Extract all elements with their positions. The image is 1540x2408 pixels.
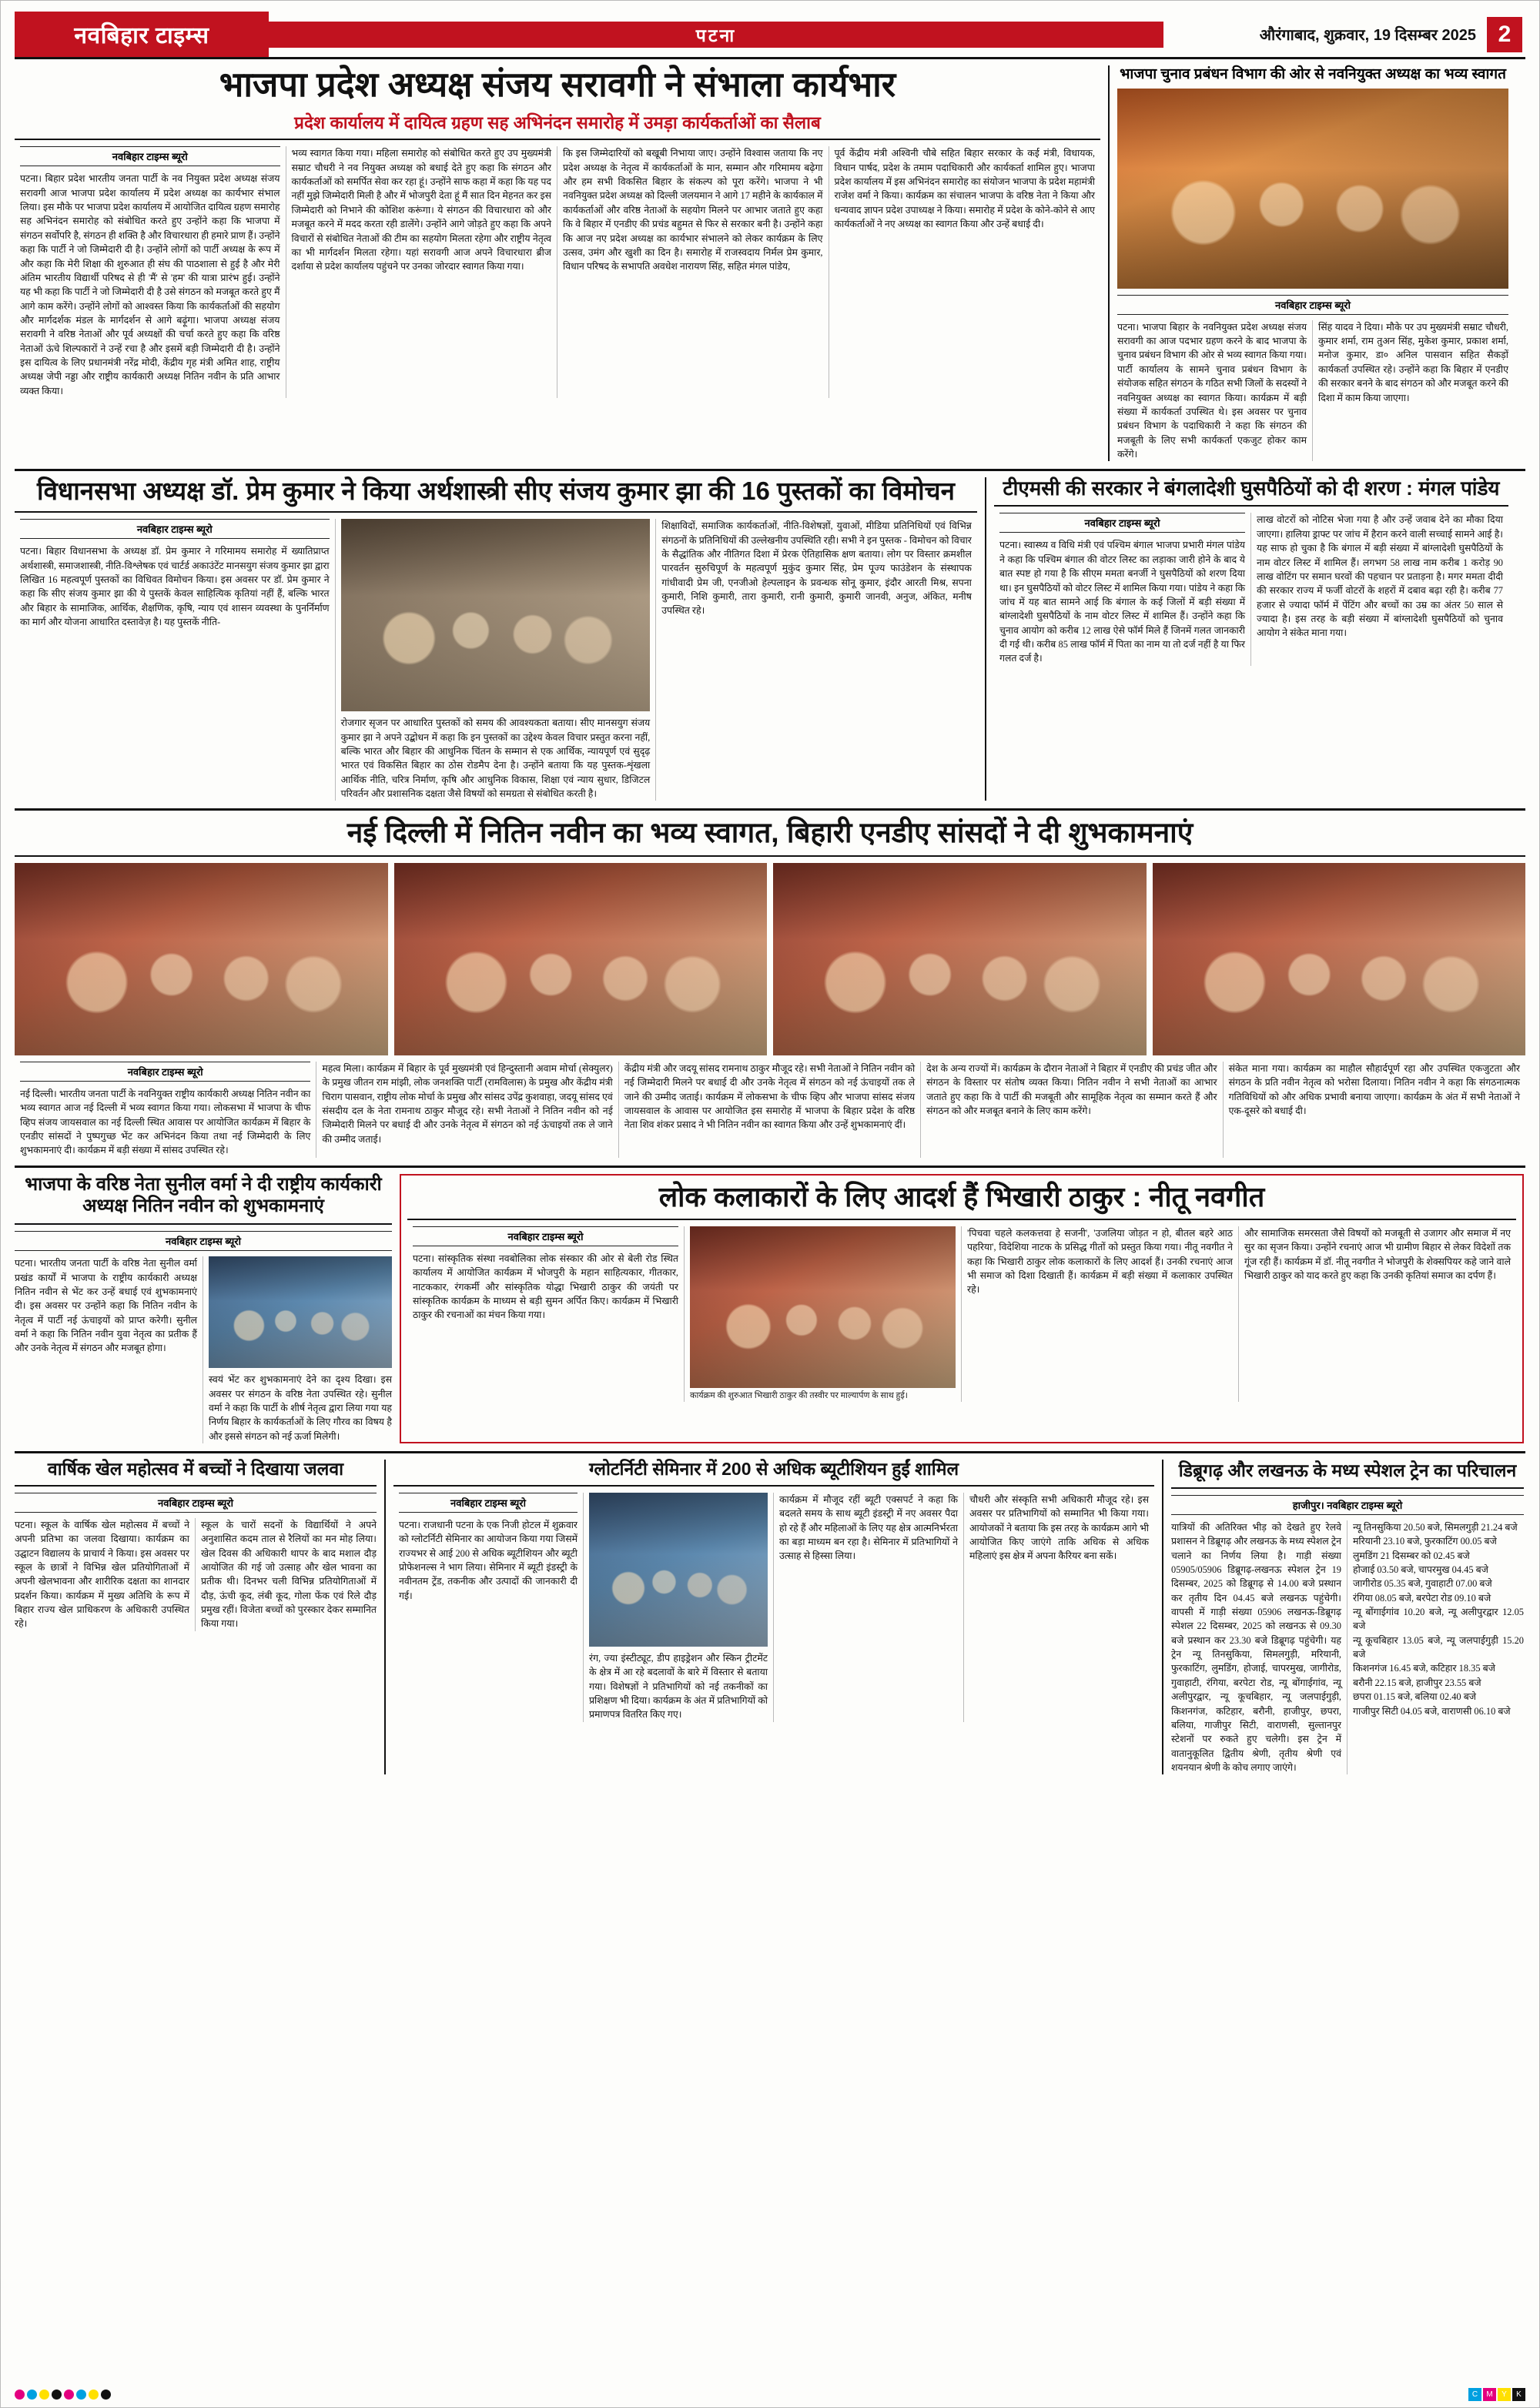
beautician-col-4-text: चौधरी और संस्कृति सभी अधिकारी मौजूद रहे। इस अवसर पर प्रतिभागियों को सम्मानित भी किया गया। आयोजकों ने बताया कि इस तरह के कार्यक्रम आगे भी आयोजित किए जाएंगे ताकि अधिक से अधिक महिलाएं इस क्षेत्र में अपना कैरियर बना सकें। <box>969 1493 1149 1562</box>
delhi-photo-2 <box>394 863 768 1055</box>
books-col-1 <box>15 519 336 801</box>
bhikhari-col-4 <box>1239 1226 1516 1402</box>
lead-col-1 <box>15 146 286 398</box>
byline: नवबिहार टाइम्स ब्यूरो <box>413 1226 678 1246</box>
beautician-col-1-text: पटना। राजधानी पटना के एक निजी होटल में शुक्रवार को ग्लोटर्निटी सेमिनार का आयोजन किया गया जिसमें राज्यभर से आई 200 से अधिक ब्यूटीशियन और ब्यूटी प्रोफेशनल्स ने भाग लिया। सेमिनार में ब्यूटी इंडस्ट्री के नवीनतम ट्रेंड, तकनीक और उत्पादों की जानकारी दी गई। <box>399 1519 578 1601</box>
train-story <box>1162 1460 1524 1774</box>
lead-subheadline: प्रदेश कार्यालय में दायित्व ग्रहण सह अभिनंदन समारोह में उमड़ा कार्यकर्ताओं का सैलाब <box>15 104 1100 140</box>
delhi-columns <box>15 1062 1525 1158</box>
bhikhari-col-3-text: 'पिचवा चहले कलकत्तवा हे सजनी', 'उजलिया जोड़त न हो, बीतल बहरे आठ पहरिया', विदेशिया नाटक के प्रसिद्ध गीतों को प्रस्तुत किया गया। नीतू नवगीत ने कहा कि भिखारी ठाकुर लोक कलाकारों के लिए आदर्श हैं। उनकी रचनाएं आज भी समाज को दिशा दिखाती हैं। कार्यक्रम में बड़ी संख्या में कलाकार उपस्थित रहे। <box>967 1228 1233 1296</box>
delhi-col-1-text: नई दिल्ली। भारतीय जनता पार्टी के नवनियुक्त राष्ट्रीय कार्यकारी अध्यक्ष नितिन नवीन का भव्य स्वागत आज नई दिल्ली में भव्य स्वागत किया गया। लोकसभा में भाजपा के चीफ व्हिप संजय जायसवाल का नई दिल्ली स्थित आवास पर आयोजित कार्यक्रम में बिहार के एनडीए सांसदों ने पुष्पगुच्छ भेंट कर अभिनंदन किया तथा नई जिम्मेदारी के लिए शुभकामनाएं दी। कार्यक्रम में बड़ी संख्या में सांसद उपस्थित रहे। <box>20 1088 311 1156</box>
delhi-photo-strip <box>15 863 1525 1055</box>
cmyk-mark-c: C <box>1468 2388 1481 2401</box>
delhi-col-2 <box>316 1062 618 1158</box>
delhi-headline: नई दिल्ली में नितिन नवीन का भव्य स्वागत, बिहारी एनडीए सांसदों ने दी शुभकामनाएं <box>15 817 1525 856</box>
train-timing-row: न्यू कूचबिहार 13.05 बजे, न्यू जलपाईगुड़ी 15.20 बजे <box>1353 1634 1524 1661</box>
beautician-col-2-text: रंग, ज्या इंस्टीट्यूट, डीप हाइड्रेशन और स्किन ट्रीटमेंट के क्षेत्र में आ रहे बदलावों के बारे में विस्तार से बताया गया। विशेषज्ञों ने प्रतिभागियों को नई तकनीकों का प्रशिक्षण भी दिया। कार्यक्रम के अंत में प्रतिभागियों को प्रमाणपत्र वितरित किए गए। <box>589 1652 768 1721</box>
delhi-col-5 <box>1224 1062 1525 1158</box>
delhi-col-1 <box>15 1062 316 1158</box>
tmc-col-1-text: पटना। स्वास्थ्य व विधि मंत्री एवं पश्चिम बंगाल भाजपा प्रभारी मंगल पांडेय ने कहा कि पश्चिम बंगाल की वोटर लिस्ट का लड़ाका जारी होने के बाद ये बात स्पष्ट हो गया है कि सीएम ममता बनर्जी ने घुसपैठियों को शरण दिया था। इन घुसपैठियों को वोटर लिस्ट में शामिल किया गया। पांडेय ने कहा कि जांच में यह बात सामने आई कि बंगाल के कई जिलों में बड़ी संख्या में बांग्लादेशी घुसपैठियों के नाम वोटर लिस्ट में शामिल हैं। उन्होंने कहा कि चुनाव आयोग को करीब 12 लाख ऐसे फॉर्म मिले हैं जिनमें गलत जानकारी दी गई थी। करीब 85 लाख फॉर्म में पिता का नाम या तो दर्ज नहीं है या फिर गलत दर्ज है। <box>999 540 1245 664</box>
lead-story-columns <box>15 146 1100 398</box>
train-timing-row: रंगिया 08.05 बजे, बरपेटा रोड 09.10 बजे <box>1353 1592 1491 1604</box>
section-bottom-row <box>15 1451 1525 1774</box>
train-timing-row: बरौनी 22.15 बजे, हाजीपुर 23.55 बजे <box>1353 1677 1481 1688</box>
registration-dot <box>27 2390 37 2400</box>
sunil-headline: भाजपा के वरिष्ठ नेता सुनील वर्मा ने दी राष्ट्रीय कार्यकारी अध्यक्ष नितिन नवीन को शुभकामनाएं <box>15 1174 392 1226</box>
tmc-col-2-text: लाख वोटरों को नोटिस भेजा गया है और उन्हें जवाब देने का मौका दिया जाएगा। हालिया ड्राफ्ट पर जांच में हैरान करने वाली सच्चाई सामने आई है। यह साफ हो चुका है कि बंगाल में बड़ी संख्या में बांग्लादेशी घुसपैठियों के नाम वोटर लिस्ट में शामिल हैं। लगभग 58 लाख नाम करीब 1 करोड़ 90 लाख वोटिंग पर समान घरवों की पहचान पर प्रताड़ना है। मगर ममता दीदी की सरकार राज्य में फर्जी वोटरों के शहरों में दबाव बढ़ा रही है। करीब 77 हजार से ज्यादा फॉर्म में पेंटिंग और बच्चों का उम्र का अंतर 50 साल से ज्यादा है। इस तरह के बड़ी संख्या में बांग्लादेशी घुसपैठियों को चुनाव आयोग ने संकेत माना गया। <box>1257 514 1503 639</box>
train-col-1-text: यात्रियों की अतिरिक्त भीड़ को देखते हुए रेलवे प्रशासन ने डिब्रूगढ़ और लखनऊ के मध्य स्पेशल ट्रेन चलाने का निर्णय लिया है। गाड़ी संख्या 05905/05906 डिब्रूगढ़-लखनऊ स्पेशल ट्रेन 19 दिसम्बर, 2025 को डिब्रूगढ़ से 14.00 बजे प्रस्थान कर तृतीय दिन 04.45 बजे लखनऊ पहुंचेगी। वापसी में गाड़ी संख्या 05906 लखनऊ-डिब्रूगढ़ स्पेशल 22 दिसम्बर, 2025 को लखनऊ से 09.30 बजे प्रस्थान कर 23.30 बजे डिब्रूगढ़ पहुंचेगी। यह ट्रेन न्यू तिनसुकिया, सिमलगुड़ी, मरियानी, फुरकाटिंग, लुमडिंग, होजाई, चापरमुख, जागीरोड, गुवाहाटी, रंगिया, बरपेटा रोड, न्यू बोंगाईगांव, न्यू अलीपुरद्वार, न्यू कूचबिहार, न्यू जलपाईगुड़ी, किशनगंज, कटिहार, बरौनी, हाजीपुर, छपरा, बलिया, गाजीपुर सिटी, वाराणसी, सुल्तानपुर स्टेशनों पर रुकते हुए चलेगी। इस ट्रेन में वातानुकूलित द्वितीय श्रेणी, तृतीय श्रेणी एवं शयनयान श्रेणी के कोच लगाए जाएंगे। <box>1171 1521 1341 1773</box>
train-timings <box>1353 1520 1524 1718</box>
byline: नवबिहार टाइम्स ब्यूरो <box>399 1493 578 1513</box>
train-timing-row: होजाई 03.50 बजे, चापरमुख 04.45 बजे <box>1353 1564 1488 1575</box>
books-col-2-text: रोजगार सृजन पर आधारित पुस्तकों को समय की आवश्यकता बताया। सीए मानसयुग संजय कुमार झा ने अपने उद्बोधन में कहा कि इन पुस्तकों का उद्देश्य केवल विचार प्रस्तुत करना नहीं, बल्कि भारत और बिहार की आधुनिक चिंतन के सम्मान से एक आर्थिक, न्यायपूर्ण एवं सुदृढ़ भारत एवं विकसित बिहार का ठोस रोडमैप देना है। उन्होंने बताया कि यह पुस्तक-शृंखला आर्थिक नीति, चरित्र निर्माण, कृषि और आधुनिक विकास, शिक्षा एवं न्याय सुधार, डिजिटल परिवर्तन और प्रशासनिक दक्षता जैसे विषयों को समग्रता से संबोधित करती है। <box>340 717 651 800</box>
sidebar-byline: नवबिहार टाइम्स ब्यूरो <box>1117 295 1508 315</box>
lead-story-main <box>15 65 1100 461</box>
cmyk-mark-y: Y <box>1498 2388 1511 2401</box>
tmc-columns <box>994 513 1508 665</box>
books-col-3 <box>656 519 977 801</box>
sunil-col-2-text: स्वयं भेंट कर शुभकामनाएं देने का दृश्य दिखा। इस अवसर पर संगठन के वरिष्ठ नेता उपस्थित रहे। सुनील वर्मा ने कहा कि पार्टी के शीर्ष नेतृत्व द्वारा लिया गया यह निर्णय बिहार के कार्यकर्ताओं के लिए गौरव का विषय है और इससे संगठन को नई ऊर्जा मिलेगी। <box>209 1374 392 1442</box>
bhikhari-columns <box>407 1226 1516 1402</box>
page-footer <box>15 2388 1525 2401</box>
registration-dot <box>39 2390 49 2400</box>
train-timing-row: न्यू बोंगाईगांव 10.20 बजे, न्यू अलीपुरद्वार 12.05 बजे <box>1353 1606 1524 1632</box>
sports-story <box>15 1460 377 1774</box>
sunil-photo <box>209 1256 392 1368</box>
cmyk-mark-m: M <box>1483 2388 1496 2401</box>
bhikhari-col-1-text: पटना। सांस्कृतिक संस्था नवबोलिका लोक संस्कार की ओर से बेली रोड स्थित कार्यालय में आयोजित कार्यक्रम में भोजपुरी के महान साहित्यकार, गीतकार, नाटककार, रंगकर्मी और सांस्कृतिक योद्धा भिखारी ठाकुर की जयंती पर सांस्कृतिक कार्यक्रम के माध्यम से बड़ी सुमन अर्पित किए। कार्यक्रम में भिखारी ठाकुर की रचनाओं का मंचन किया गया। <box>413 1253 678 1321</box>
registration-dot <box>64 2390 74 2400</box>
train-headline: डिब्रूगढ़ और लखनऊ के मध्य स्पेशल ट्रेन का परिचालन <box>1171 1460 1524 1489</box>
beautician-col-4 <box>964 1493 1154 1722</box>
lead-col-4-text: पूर्व केंद्रीय मंत्री अश्विनी चौबे सहित बिहार सरकार के कई मंत्री, विधायक, विधान पार्षद, प्रदेश के तमाम पदाधिकारी और कार्यकर्ता शामिल हुए। भाजपा प्रदेश कार्यालय में इस अभिनंदन समारोह का संयोजन भाजपा के प्रदेश महामंत्री राजेश वर्मा ने किया। कार्यक्रम का संचालन भाजपा के वरिष्ठ नेता ने किया और धन्यवाद ज्ञापन प्रदेश उपाध्यक्ष ने किया। समारोह में प्रदेश के कोने-कोने से आए कार्यकर्ताओं ने नए अध्यक्ष का स्वागत किया और उन्हें बधाई दी। <box>834 148 1095 230</box>
delhi-col-3 <box>619 1062 921 1158</box>
sunil-col-1-text: पटना। भारतीय जनता पार्टी के वरिष्ठ नेता सुनील वर्मा प्रखंड कार्यों में भाजपा के राष्ट्रीय कार्यकारी अध्यक्ष नितिन नवीन से भेंट कर उन्हें बधाई एवं शुभकामनाएं दी। इस अवसर पर उन्होंने कहा कि नितिन नवीन के नेतृत्व में पार्टी नई ऊंचाइयों को प्राप्त करेगी। सुनील वर्मा ने कहा कि नितिन नवीन युवा नेतृत्व का प्रतीक हैं और उनके नेतृत्व में संगठन और मजबूत होगा। <box>15 1258 197 1354</box>
lead-col-3 <box>557 146 829 398</box>
sports-col-2-text: स्कूल के चारों सदनों के विद्यार्थियों ने अपने अनुशासित कदम ताल से रैलियों का मन मोह लिया। खेल दिवस की अधिकारी थापर के बाद मशाल दौड़ आयोजित की गई जो उत्साह और खेल भावना का प्रतीक थी। दिनभर चली विभिन्न प्रतियोगिताओं में दौड़, ऊंची कूद, लंबी कूद, गोला फेंक एवं रिले दौड़ प्रमुख रहीं। विजेता बच्चों को पुरस्कार देकर सम्मानित किया गया। <box>201 1519 377 1630</box>
registration-dots <box>15 2390 111 2400</box>
beautician-col-1 <box>393 1493 584 1722</box>
masthead-right <box>1163 12 1525 57</box>
tmc-headline: टीएमसी की सरकार ने बंगलादेशी घुसपैठियों को दी शरण : मंगल पांडेय <box>994 477 1508 507</box>
byline: नवबिहार टाइम्स ब्यूरो <box>15 1493 377 1513</box>
registration-dot <box>101 2390 111 2400</box>
lead-col-3-text: कि इस जिम्मेदारियों को बखूबी निभाया जाए। उन्होंने विश्वास जताया कि नए प्रदेश अध्यक्ष के नेतृत्व में कार्यकर्ताओं के मान, सम्मान और गरिमामय बढ़ेगा और हम सभी विकसित बिहार के संकल्प को पूरा करेंगे। भाजपा ने भी नवनियुक्त प्रदेश अध्यक्ष को दिल्ली जलयमान ने आगे 17 महीने के कार्यकाल में कार्यकर्ताओं और वरिष्ठ नेताओं के सहयोग मिलने पर आभार जताते हुए कहा कि वे बिहार में एनडीए की प्रचंड बहुमत से फिर से सरकार बनी है। उन्होंने कहा कि आज नए प्रदेश अध्यक्ष का कार्यभार संभालने को लेकर कार्यक्रम के लिए उत्सव, उमंग और खुशी का दिन है। समारोह में राजस्वदाय निर्मल प्रेम कुमार, विधान परिषद के सभापति अवधेश नारायण सिंह, सहित मंगल पांडेय, <box>563 148 823 273</box>
tmc-col-2 <box>1251 513 1508 665</box>
edition-date: औरंगाबाद, शुक्रवार, 19 दिसम्बर 2025 <box>1259 27 1476 44</box>
sidebar-text-1: पटना। भाजपा बिहार के नवनियुक्त प्रदेश अध्यक्ष संजय सरावगी का आज पदभार ग्रहण करने के बाद भाजपा के चुनाव प्रबंधन विभाग की ओर से भव्य स्वागत किया गया। पार्टी कार्यालय के सामने चुनाव प्रबंधन विभाग के संयोजक सहित संगठन के गठित सभी जिलों के सदस्यों ने नवनियुक्त अध्यक्ष का स्वागत किया। कार्यक्रम में बड़ी संख्या में कार्यकर्ता उपस्थित थे। इस अवसर पर चुनाव प्रबंधन विभाग के पदाधिकारी ने कहा कि संगठन की मजबूती के लिए सभी कार्यकर्ता एकजुट होकर काम करेंगे। <box>1117 321 1307 460</box>
train-timing-row: मरियानी 23.10 बजे, फुरकाटिंग 00.05 बजे <box>1353 1536 1497 1547</box>
train-timing-row: जागीरोड 05.35 बजे, गुवाहाटी 07.00 बजे <box>1353 1578 1492 1590</box>
byline: नवबिहार टाइम्स ब्यूरो <box>20 519 330 539</box>
byline: नवबिहार टाइम्स ब्यूरो <box>20 146 280 166</box>
cmyk-mark-k: K <box>1512 2388 1525 2401</box>
bhikhari-photo-caption: कार्यक्रम की शुरुआत भिखारी ठाकुर की तस्वीर पर माल्यार्पण के साथ हुई। <box>690 1391 908 1400</box>
bhikhari-col-1 <box>407 1226 685 1402</box>
books-col-2 <box>336 519 657 801</box>
registration-dot <box>89 2390 99 2400</box>
books-col-3-text: शिक्षाविदों, समाजिक कार्यकर्ताओं, नीति-विशेषज्ञों, युवाओं, मीडिया प्रतिनिधियों एवं विभिन्न संगठनों के प्रतिनिधियों की उल्लेखनीय उपस्थिति रही। सभी ने इन पुस्तक - विमोचन को विचार के सैद्धांतिक और नीतिगत दिशा में प्रेरक ऐतिहासिक क्षण बताया। लोग पर विस्तार क्रमशील पारवर्तन सुरुचिपूर्ण के महत्वपूर्ण मुकुंद कुमार सिंह, प्रेम पूज्य फाउंडेशन के संस्थापक गांधीवादी प्रेम जी, एनजीओ हेल्पलाइन के प्रवन्धक सोनू कुमार, इंदौर आरती मिश्र, सपना कुमारी, निशि कुमारी, तारा कुमारी, रानी कुमारी, कुमारी जानवी, अनुज, अंकित, मनीष उपस्थित रहे। <box>661 520 972 617</box>
registration-dot <box>15 2390 25 2400</box>
lead-col-4 <box>829 146 1101 398</box>
bhikhari-thakur-story <box>400 1174 1524 1443</box>
registration-dot <box>52 2390 62 2400</box>
sports-col-1-text: पटना। स्कूल के वार्षिक खेल महोत्सव में बच्चों ने अपनी प्रतिभा का जलवा दिखाया। कार्यक्रम का उद्घाटन विद्यालय के प्राचार्य ने किया। इस अवसर पर स्कूल के छात्रों ने विभिन्न खेल प्रतियोगिताओं में अपनी खेलभावना और शारीरिक दक्षता का शानदार प्रदर्शन किया। कार्यक्रम में मुख्य अतिथि के रूप में बिहार राज्य खेल प्राधिकरण के अधिकारी उपस्थित रहे। <box>15 1519 189 1630</box>
byline: नवबिहार टाइम्स ब्यूरो <box>20 1062 310 1082</box>
bhikhari-col-3 <box>962 1226 1239 1402</box>
masthead-center <box>269 12 1163 57</box>
section-sunil-and-bhikhari <box>15 1166 1525 1443</box>
sidebar-text-2: सिंह यादव ने दिया। मौके पर उप मुख्यमंत्री सम्राट चौधरी, कुमार शर्मा, राम तुअन सिंह, मुकेश कुमार, प्रकाश शर्मा, मनोज कुमार, डा० अनिल पासवान सहित सैकड़ों कार्यकर्ता उपस्थित रहे। उन्होंने कहा कि बिहार में एनडीए की सरकार बनने के बाद संगठन को और मजबूत करने की दिशा में काम किया जाएगा। <box>1318 321 1508 403</box>
beautician-story <box>384 1460 1154 1774</box>
delhi-photo-1 <box>15 863 388 1055</box>
lead-story-sidebar <box>1108 65 1508 461</box>
bhikhari-photo <box>690 1226 956 1388</box>
page-number: 2 <box>1487 17 1522 52</box>
train-timing-row: गाजीपुर सिटी 04.05 बजे, वाराणसी 06.10 बजे <box>1353 1705 1511 1717</box>
lead-col-2-text: भव्य स्वागत किया गया। महिला समारोह को संबोधित करते हुए उप मुख्यमंत्री सम्राट चौधरी ने नव नियुक्त अध्यक्ष को बधाई देते हुए कहा कि संगठन और कार्यकर्ताओं को समर्पित सेवा कर रहा हूं। उन्होंने साफ कहा में कहा कि यह पद नहीं मुझे जिम्मेदारी मिली है और में भोजपुरी देता हूं मैं सात दिन मेहनत कर इस जिम्मेदारी को निभाने की कोशिश करूंगा। ये संगठन की विचारधारा को और मजबूत करने में मदद करता रही डालेंगे। उन्होंने आगे जोड़ते हुए कहा कि अपने विचारों से संबोधित नेताओं की टीम का सहयोग मिलता रहेगा और राष्ट्रीय नेतृत्व का भी मार्गदर्शन मिलता रहेगा। यहां सरावगी आज अपने विचारधारा ब्रीज दर्शाया से प्रदेश कार्यालय पहुंचने पर उनका जोरदार स्वागत किया गया। <box>291 148 551 273</box>
lead-col-1-text: पटना। बिहार प्रदेश भारतीय जनता पार्टी के नव नियुक्त प्रदेश अध्यक्ष संजय सरावगी आज भाजपा प्रदेश कार्यालय में प्रदेश अध्यक्ष का कार्यभार संभाल लिया। इस मौके पर भाजपा प्रदेश कार्यालय में आयोजित दायित्व ग्रहण समारोह सह अभिनंदन समारोह को संबोधित करते हुए उन्होंने कहा कि भाजपा में संगठन सर्वोपरि है, संगठन ही शक्ति है और विचारधारा ही हमारे प्राण हैं। उन्होंने कहा कि पार्टी ने जो जिम्मेदारी दी है। उन्होंने लोगों को पार्टी अध्यक्ष के रूप में और कहा कि मेरी शिक्षा की शुरुआत ही संघ की पाठशाला से हुई है और मेरी अंतिम भारतीय विद्यार्थी परिषद से ही 'मैं' से 'हम' की यात्रा प्रारंभ हुई। उन्होंने यह भी कहा कि पार्टी ने जो जिम्मेदारी दी है उसे संगठन को मजबूत करते हुए मैं आगे काम करेंगे। उन्होंने लोगों को आश्वस्त किया कि कार्यकर्ताओं की सहयोग और मार्गदर्शक मंडल के मार्गदर्शन से आगे बढ़ूंगा। भाजपा अध्यक्ष संजय सरावगी ने वरिष्ठ नेताओं और पूर्व अध्यक्षों की चर्चा करते हुए कहा कि वरिष्ठ नेताओं ऊंचे शिल्पकारों ने उन्हें रचा है और इसमें बड़ी जिम्मेदारी दी है। उन्होंने इस दायित्व के लिए प्रधानमंत्री नरेंद्र मोदी, केंद्रीय गृह मंत्री अमित शाह, राष्ट्रीय अध्यक्ष जेपी नड्डा और राष्ट्रीय कार्यकारी अध्यक्ष नितिन नवीन के प्रति आभार व्यक्त किया। <box>20 173 280 396</box>
beautician-col-2 <box>584 1493 774 1722</box>
cmyk-marks <box>1468 2388 1525 2401</box>
lead-col-2 <box>286 146 558 398</box>
beautician-col-3-text: कार्यक्रम में मौजूद रहीं ब्यूटी एक्सपर्ट ने कहा कि बदलते समय के साथ ब्यूटी इंडस्ट्री में नए अवसर पैदा हो रहे हैं और महिलाओं के लिए यह क्षेत्र आत्मनिर्भरता का बड़ा माध्यम बन रहा है। सेमिनार में प्रतिभागियों ने उत्साह से हिस्सा लिया। <box>779 1493 958 1562</box>
sports-headline: वार्षिक खेल महोत्सव में बच्चों ने दिखाया जलवा <box>15 1460 377 1487</box>
byline: नवबिहार टाइम्स ब्यूरो <box>15 1231 392 1251</box>
bhikhari-col-2 <box>685 1226 962 1402</box>
books-photo <box>341 519 651 711</box>
byline: हाजीपुर। नवबिहार टाइम्स ब्यूरो <box>1171 1495 1524 1515</box>
delhi-col-5-text: संकेत माना गया। कार्यक्रम का माहौल सौहार्दपूर्ण रहा और उपस्थित एकजुटता और संगठन के प्रति नवीन नेतृत्व को भरोसा दिलाया। नितिन नवीन ने कहा कि संगठनात्मक गतिविधियों को और अधिक प्रभावी बनाया जाएगा। कार्यक्रम के अंत में सभी नेताओं ने एक-दूसरे को बधाई दी। <box>1228 1062 1520 1116</box>
beautician-photo <box>589 1493 768 1647</box>
books-columns <box>15 519 977 801</box>
tmc-story <box>985 477 1508 801</box>
delhi-photo-3 <box>773 863 1147 1055</box>
train-timing-row: किशनगंज 16.45 बजे, कटिहार 18.35 बजे <box>1353 1663 1495 1674</box>
section-delhi-welcome <box>15 808 1525 1157</box>
train-timing-row: छपरा 01.15 बजे, बलिया 02.40 बजे <box>1353 1691 1476 1703</box>
masthead <box>15 12 1525 59</box>
bhikhari-col-4-text: और सामाजिक समरसता जैसे विषयों को मजबूती से उजागर और समाज में नए सुर का सृजन किया। उन्होंने रचनाएं आज भी ग्रामीण बिहार से लेकर विदेशों तक गूंज रही हैं। कार्यक्रम में डॉ. नीतू नवगीत ने भोजपुरी के शेक्सपियर कहे जाने वाले भिखारी ठाकुर को याद करते हुए कहा कि उनकी कृतियां समाज का दर्पण हैं। <box>1244 1228 1511 1282</box>
edition-city: पटना <box>695 25 737 45</box>
sidebar-photo <box>1117 89 1508 289</box>
bhikhari-headline: लोक कलाकारों के लिए आदर्श हैं भिखारी ठाकुर : नीतू नवगीत <box>407 1182 1516 1220</box>
beautician-columns <box>393 1493 1154 1722</box>
sidebar-headline: भाजपा चुनाव प्रबंधन विभाग की ओर से नवनियुक्त अध्यक्ष का भव्य स्वागत <box>1120 66 1506 82</box>
delhi-col-3-text: केंद्रीय मंत्री और जदयू सांसद रामनाथ ठाकुर मौजूद रहे। सभी नेताओं ने नितिन नवीन को नई जिम्मेदारी मिलने पर बधाई दी और उनके नेतृत्व में संगठन को नई ऊंचाइयों तक ले जाने की उम्मीद जताई। कार्यक्रम में लोकसभा के चीफ व्हिप और भाजपा सांसद संजय जायसवाल के आवास पर आयोजित इस समारोह में भाजपा के बिहार प्रदेश के वरिष्ठ नेता शिव शंकर प्रसाद ने भी नितिन नवीन का स्वागत किया और उन्हें शुभकामनाएं दीं। <box>624 1062 916 1131</box>
delhi-col-4 <box>921 1062 1223 1158</box>
beautician-col-3 <box>774 1493 964 1722</box>
books-col-1-text: पटना। बिहार विधानसभा के अध्यक्ष डॉ. प्रेम कुमार ने गरिमामय समारोह में ख्यातिप्राप्त अर्थशास्त्री, समाजशास्त्री, नीति-विश्लेषक एवं चार्टर्ड अकाउंटेंट मानसयुग संजय कुमार झा द्वारा लिखित 16 महत्वपूर्ण पुस्तकों का विधिवत विमोचन किया। इस अवसर पर डॉ. प्रेम कुमार ने कहा कि सीए संजय कुमार झा की ये पुस्तकें केवल साहित्यिक कृतियां नहीं हैं, बल्कि भारत और बिहार के सामाजिक, आर्थिक, शैक्षणिक, कृषि, न्याय एवं शासन व्यवस्था के पुनर्निर्माण का मार्ग और योजना आधारित दस्तावेज़ है। यह पुस्तकें नीति- <box>20 546 330 628</box>
delhi-photo-4 <box>1153 863 1526 1055</box>
books-headline: विधानसभा अध्यक्ष डॉ. प्रेम कुमार ने किया अर्थशास्त्री सीए संजय कुमार झा की 16 पुस्तकों का विमोचन <box>15 477 977 513</box>
registration-dot <box>76 2390 86 2400</box>
beautician-headline: ग्लोटर्निटी सेमिनार में 200 से अधिक ब्यूटीशियन हुईं शामिल <box>393 1460 1154 1487</box>
train-timing-row: लुमडिंग 21 दिसम्बर को 02.45 बजे <box>1353 1550 1470 1561</box>
lead-headline: भाजपा प्रदेश अध्यक्ष संजय सरावगी ने संभाला कार्यभार <box>219 65 896 104</box>
section-books-and-tmc <box>15 469 1525 801</box>
delhi-col-4-text: देश के अन्य राज्यों में। कार्यक्रम के दौरान नेताओं ने बिहार में एनडीए की प्रचंड जीत और संगठन के विस्तार पर संतोष व्यक्त किया। नितिन नवीन ने सभी नेताओं का आभार जताते हुए कहा कि वे पार्टी की मजबूती और सामूहिक नेतृत्व का सम्मान करते हैं और संगठन को और मजबूत बनाने के लिए काम करेंगे। <box>926 1062 1217 1116</box>
city-banner <box>269 22 1163 48</box>
sunil-verma-story <box>15 1174 392 1443</box>
books-story <box>15 477 977 801</box>
train-timing-row: न्यू तिनसुकिया 20.50 बजे, सिमलगुड़ी 21.24 बजे <box>1353 1521 1518 1533</box>
newspaper-logo: नवबिहार टाइम्स <box>15 12 269 57</box>
section-lead-story <box>15 59 1525 461</box>
tmc-col-1 <box>994 513 1251 665</box>
byline: नवबिहार टाइम्स ब्यूरो <box>999 513 1245 533</box>
delhi-col-2-text: महत्व मिला। कार्यक्रम में बिहार के पूर्व मुख्यमंत्री एवं हिन्दुस्तानी अवाम मोर्चा (सेक्युलर) के प्रमुख जीतन राम मांझी, लोक जनशक्ति पार्टी (रामविलास) के प्रमुख और केंद्रीय मंत्री चिराग पासवान, राष्ट्रीय लोक मोर्चा के प्रमुख और सांसद उपेंद्र कुशवाहा, जदयू सांसद एवं संसदीय दल के नेता रामनाथ ठाकुर मौजूद रहे। सभी नेताओं ने नितिन नवीन को नई जिम्मेदारी मिलने पर बधाई दी और उनके नेतृत्व में संगठन को नई ऊंचाइयों तक ले जाने की उम्मीद जताई। <box>322 1062 613 1145</box>
